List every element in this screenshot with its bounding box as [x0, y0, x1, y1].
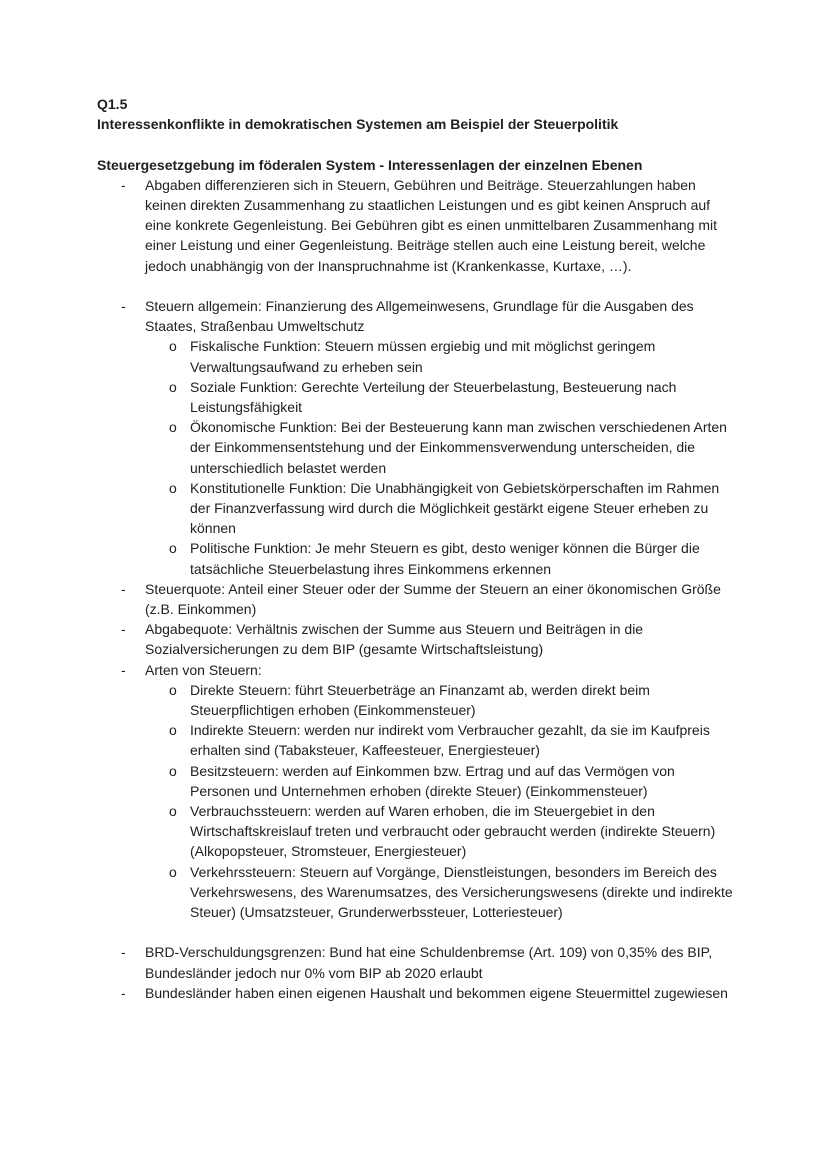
circle-bullet-marker: o	[169, 378, 177, 395]
list-item-text: Direkte Steuern: führt Steuerbeträge an Finanzamt ab, werden direkt beim Steuerpflichtigen erhoben (Einkommensteuer)	[190, 681, 650, 719]
list-item-text: Politische Funktion: Je mehr Steuern es gibt, desto weniger können die Bürger die tatsächliche Steuerbelastung ihres Einkommens erkennen	[190, 540, 700, 577]
list-item	[97, 720, 737, 760]
list-item	[97, 417, 737, 478]
list-item-text: Arten von Steuern:	[145, 661, 262, 678]
dash-bullet-marker: -	[121, 984, 126, 1001]
document-title: Interessenkonflikte in demokratischen Systemen am Beispiel der Steuerpolitik	[97, 116, 619, 133]
list-item-text: Indirekte Steuern: werden nur indirekt vom Verbraucher gezahlt, da sie im Kaufpreis erhalten sind (Tabaksteuer, Kaffeesteuer, Energiesteuer)	[190, 722, 710, 759]
list-item	[97, 619, 737, 659]
circle-bullet-marker: o	[169, 681, 177, 698]
list-item-text: Fiskalische Funktion: Steuern müssen ergiebig und mit möglichst geringem Verwaltungsaufwand zu erheben sein	[190, 338, 656, 375]
course-code: Q1.5	[97, 96, 128, 112]
list-item	[97, 296, 737, 336]
circle-bullet-marker: o	[169, 338, 177, 355]
dash-bullet-marker: -	[121, 580, 126, 597]
circle-bullet-marker: o	[169, 479, 177, 496]
list-item	[97, 761, 737, 801]
dash-bullet-marker: -	[121, 298, 126, 314]
list-item-text: Abgabequote: Verhältnis zwischen der Summe aus Steuern und Beiträgen in die Sozialversicherungen zu dem BIP (gesamte Wirtschaftsleistung)	[145, 621, 644, 658]
dash-bullet-marker: -	[121, 176, 126, 193]
list-item	[97, 983, 737, 1003]
list-item	[97, 801, 737, 862]
list-item-text: Abgaben differenzieren sich in Steuern, Gebühren und Beiträge. Steuerzahlungen haben keinen direkten Zusammenhang zu staatlichen Leistungen und es gibt keinen Anspruch auf eine konkrete Gegenleistung. Bei Gebühren gibt es einen unmittelbaren Zusammenhang mit einer Leistung und einer Gegenleistung. Beiträge stellen auch eine Leistung bereit, welche jedoch unabhängig von der Inanspruchnahme ist (Krankenkasse, Kurtaxe, …).	[145, 176, 718, 274]
circle-bullet-marker: o	[169, 722, 177, 739]
list-item-text: Besitzsteuern: werden auf Einkommen bzw. Ertrag und auf das Vermögen von Personen und Unternehmen erhoben (direkte Steuer) (Einkommensteuer)	[190, 762, 675, 799]
list-item	[97, 660, 737, 680]
list-item	[97, 680, 737, 720]
list-item-text: Steuerquote: Anteil einer Steuer oder der Summe der Steuern an einer ökonomischen Größe (z.B. Einkommen)	[145, 580, 721, 618]
circle-bullet-marker: o	[169, 863, 177, 880]
circle-bullet-marker: o	[169, 419, 177, 436]
dash-bullet-marker: -	[121, 944, 126, 961]
list-item-text: Steuern allgemein: Finanzierung des Allgemeinwesens, Grundlage für die Ausgaben des Staates, Straßenbau Umweltschutz	[145, 298, 694, 335]
circle-bullet-marker: o	[169, 540, 177, 557]
list-item-text: Verkehrssteuern: Steuern auf Vorgänge, Dienstleistungen, besonders im Bereich des Verkehrswesens, des Warenumsatzes, des Versicherungswesens (direkte und indirekte Steuer) (Umsatzsteuer, Grunderwerbssteuer, Lotteriesteuer)	[190, 863, 733, 921]
bullet-list	[97, 175, 737, 1003]
dash-bullet-marker: -	[121, 621, 126, 638]
list-item	[97, 579, 737, 619]
list-item-text: Verbrauchssteuern: werden auf Waren erhoben, die im Steuergebiet in den Wirtschaftskreislauf treten und verbraucht oder gebraucht werden (indirekte Steuern) (Alkopopsteuer, Stromsteuer, Energiesteuer)	[190, 803, 716, 860]
circle-bullet-marker: o	[169, 803, 177, 820]
list-item-text: Bundesländer haben einen eigenen Haushalt und bekommen eigene Steuermittel zugewiesen	[145, 984, 728, 1001]
list-item-text: BRD-Verschuldungsgrenzen: Bund hat eine Schuldenbremse (Art. 109) von 0,35% des BIP, Bundesländer jedoch nur 0% vom BIP ab 2020 erlaubt	[145, 944, 713, 981]
list-item	[97, 336, 737, 376]
list-item	[97, 538, 737, 578]
circle-bullet-marker: o	[169, 762, 177, 779]
list-item-text: Ökonomische Funktion: Bei der Besteuerung kann man zwischen verschiedenen Arten der Einkommensentstehung und der Einkommensverwendung unterscheiden, die unterschiedlich belastet werden	[190, 419, 727, 476]
dash-bullet-marker: -	[121, 661, 126, 678]
list-item-text: Soziale Funktion: Gerechte Verteilung der Steuerbelastung, Besteuerung nach Leistungsfähigkeit	[190, 378, 677, 416]
list-item	[97, 175, 737, 276]
list-item	[97, 377, 737, 417]
list-item-text: Konstitutionelle Funktion: Die Unabhängigkeit von Gebietskörperschaften im Rahmen der Finanzverfassung wird durch die Möglichkeit gestärkt eigene Steuer erheben zu können	[190, 479, 720, 537]
section-heading: Steuergesetzgebung im föderalen System - Interessenlagen der einzelnen Ebenen	[97, 156, 643, 173]
list-item	[97, 478, 737, 539]
list-item	[97, 862, 737, 923]
list-item	[97, 942, 737, 982]
